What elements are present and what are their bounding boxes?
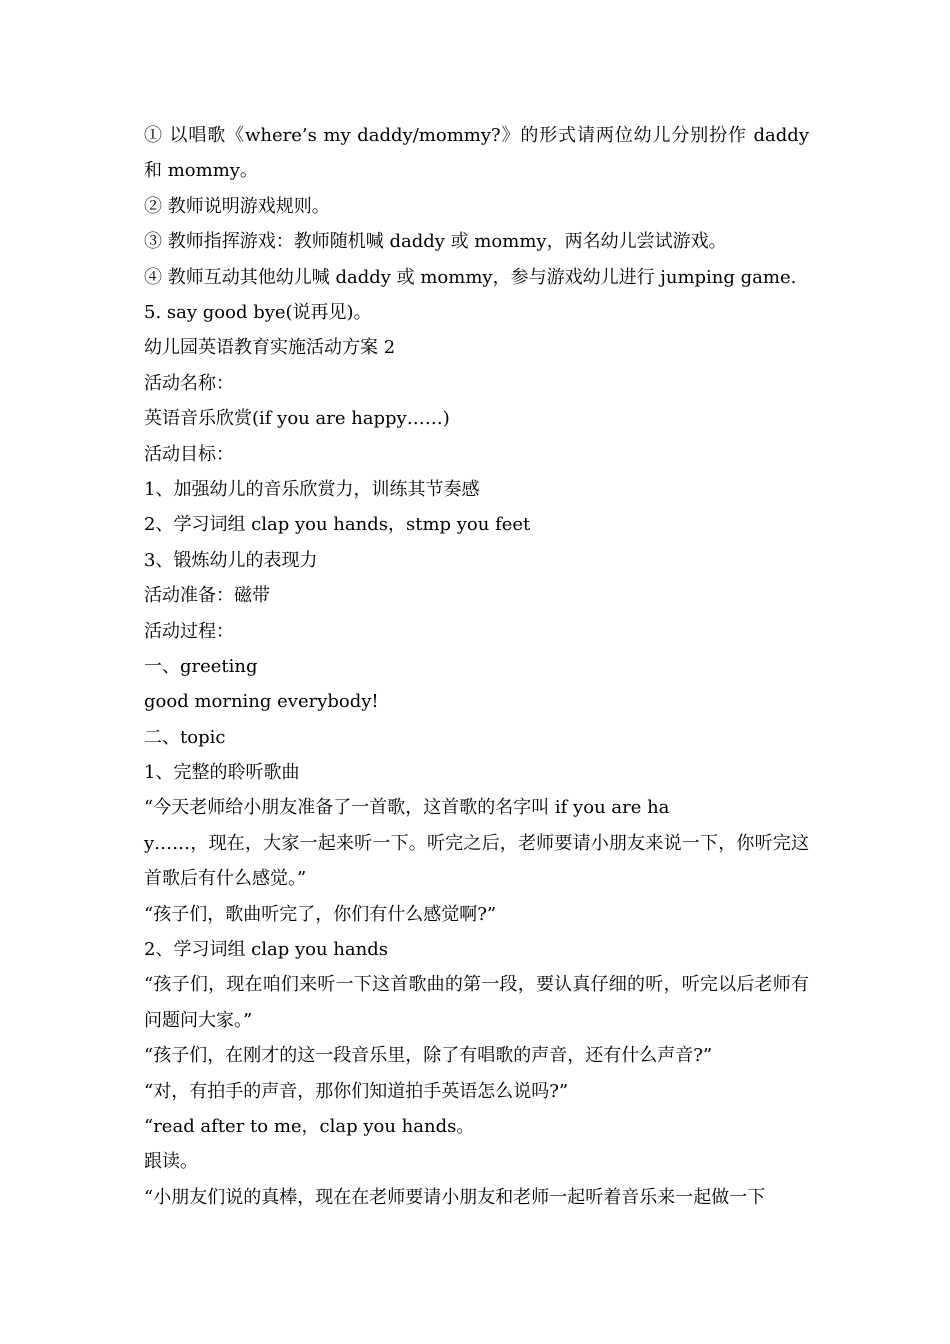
quote-song-intro-continued: y……，现在，大家一起来听一下。听完之后，老师要请小朋友来说一下，你听完这首歌后有什么感觉。” xyxy=(144,832,809,890)
document-body xyxy=(144,118,809,1215)
paragraph-say-goodbye: 5. say good bye(说再见)。 xyxy=(144,301,372,323)
instruction-follow-read: 跟读。 xyxy=(144,1151,198,1173)
step-greeting: 一、greeting xyxy=(144,655,258,677)
quote-listen-first-verse: “孩子们，现在咱们来听一下这首歌曲的第一段，要认真仔细的听，听完以后老师有问题问大家。” xyxy=(144,974,809,1031)
step-topic: 二、topic xyxy=(144,726,226,748)
paragraph-explain-rules: ② 教师说明游戏规则。 xyxy=(144,195,330,217)
quote-praise-children: “小朋友们说的真棒，现在在老师要请小朋友和老师一起听着音乐来一起做一下 xyxy=(144,1186,766,1208)
quote-ask-sound: “孩子们，在刚才的这一段音乐里，除了有唱歌的声音，还有什么声音?” xyxy=(144,1045,713,1067)
substep-clap-hands: 2、学习词组 clap you hands xyxy=(144,939,388,961)
goal-item-3: 3、锻炼幼儿的表现力 xyxy=(144,549,318,571)
section-title-plan-2: 幼儿园英语教育实施活动方案 2 xyxy=(144,337,396,359)
substep-listen-song: 1、完整的聆听歌曲 xyxy=(144,762,300,784)
goal-item-1: 1、加强幼儿的音乐欣赏力，训练其节奏感 xyxy=(144,478,480,500)
quote-clap-english: “对，有拍手的声音，那你们知道拍手英语怎么说吗?” xyxy=(144,1080,569,1102)
label-activity-name: 活动名称： xyxy=(144,372,234,394)
quote-song-intro: “今天老师给小朋友准备了一首歌，这首歌的名字叫 if you are ha xyxy=(144,797,670,819)
label-activity-process: 活动过程： xyxy=(144,620,234,642)
goal-item-2: 2、学习词组 clap you hands，stmp you feet xyxy=(144,514,531,536)
activity-preparation: 活动准备：磁带 xyxy=(144,585,270,607)
paragraph-interact-game: ④ 教师互动其他幼儿喊 daddy 或 mommy，参与游戏幼儿进行 jumping game. xyxy=(144,266,797,288)
value-activity-name: 英语音乐欣赏(if you are happy……) xyxy=(144,408,450,430)
label-activity-goals: 活动目标： xyxy=(144,443,234,465)
quote-ask-feeling: “孩子们，歌曲听完了，你们有什么感觉啊?” xyxy=(144,903,497,925)
quote-read-after-me: “read after to me，clap you hands。 xyxy=(144,1116,475,1138)
greeting-text: good morning everybody! xyxy=(144,691,379,713)
paragraph-game-song: ① 以唱歌《where’s my daddy/mommy?》的形式请两位幼儿分别扮作 daddy 和 mommy。 xyxy=(144,125,809,182)
paragraph-direct-game: ③ 教师指挥游戏：教师随机喊 daddy 或 mommy，两名幼儿尝试游戏。 xyxy=(144,231,727,253)
